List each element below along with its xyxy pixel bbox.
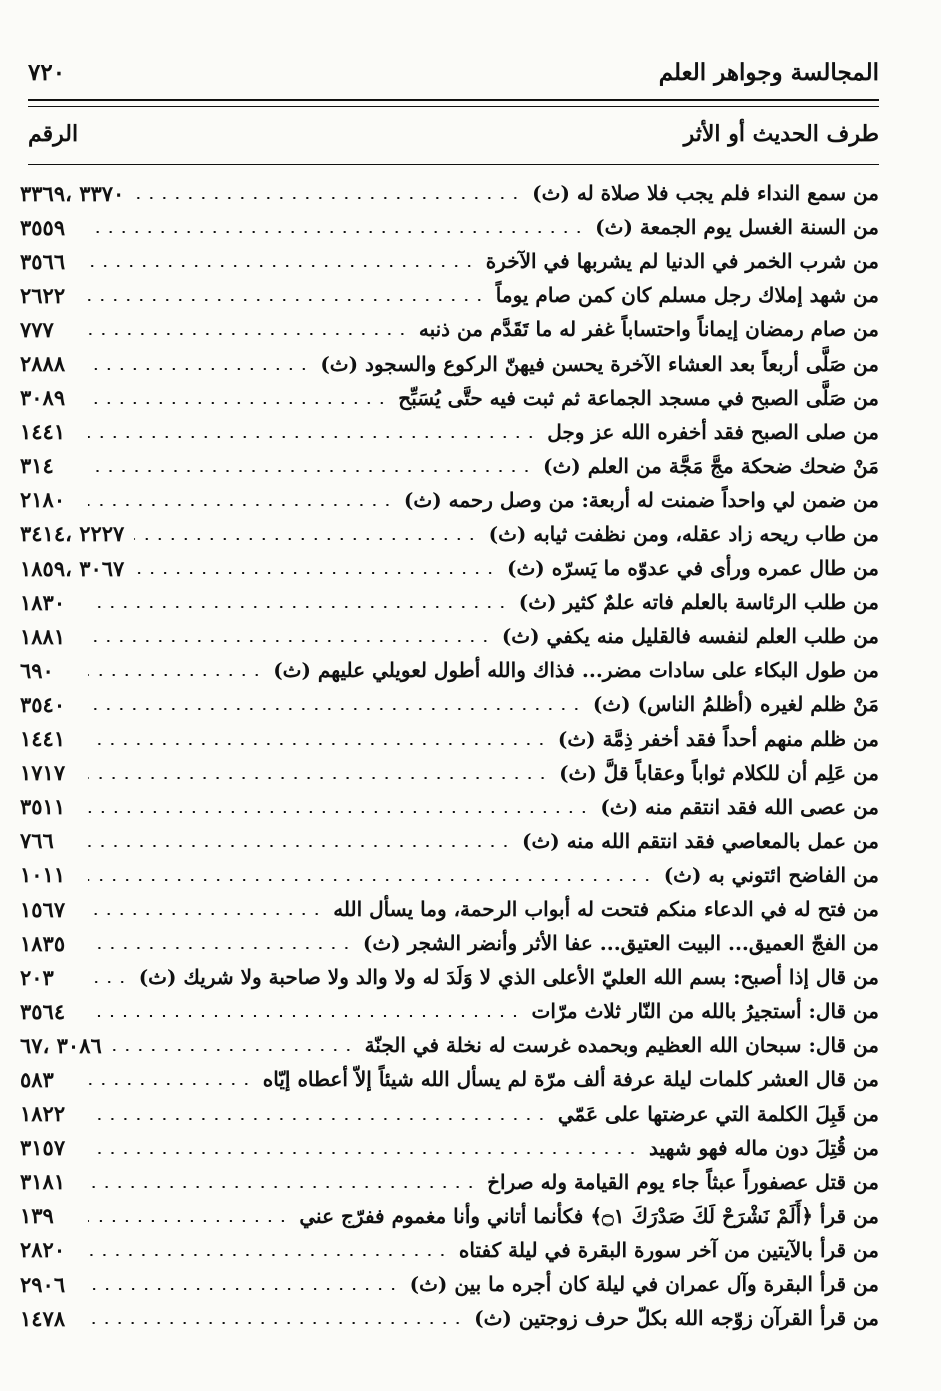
entry-number: ١٨٨١ — [20, 623, 66, 649]
entry-text: من ضمن لي واحداً ضمنت له أربعة: من وصل رحمه (ث) — [403, 487, 879, 512]
leader-dots — [88, 1322, 464, 1324]
columns-rule — [28, 164, 879, 165]
entry-text: من سمع النداء فلم يجب فلا صلاة له (ث) — [532, 181, 879, 206]
leader-dots — [88, 402, 388, 404]
entry-text: من صلى الصبح فقد أخفره الله عز وجل — [547, 419, 879, 444]
entry-number: ١٨٢٢ — [20, 1101, 66, 1127]
entry-number: ٣٥٦٤ — [20, 998, 66, 1024]
index-entry — [20, 756, 879, 790]
entry-number: ١٥٦٧ — [20, 896, 66, 922]
leader-dots — [88, 743, 548, 745]
leader-dots — [88, 1118, 548, 1120]
leader-dots — [134, 572, 497, 574]
index-entry — [20, 858, 879, 892]
index-entry — [20, 585, 879, 619]
entry-number: ٥٨٣ — [20, 1066, 54, 1092]
index-entry — [20, 210, 879, 244]
index-entry — [20, 278, 879, 312]
leader-dots — [88, 845, 512, 847]
entry-number: ٢٢٢٧ ،٣٤١٤ — [20, 521, 125, 547]
index-entry — [20, 1131, 879, 1165]
leader-dots — [134, 197, 522, 199]
entry-number: ٧٦٦ — [20, 828, 54, 854]
leader-dots — [88, 640, 492, 642]
index-entry — [20, 824, 879, 858]
leader-dots — [88, 981, 129, 983]
index-entry — [20, 551, 879, 585]
leader-dots — [88, 368, 310, 370]
leader-dots — [88, 1152, 639, 1154]
entry-number: ٢٩٠٦ — [20, 1271, 66, 1297]
index-entry — [20, 994, 879, 1028]
entry-text: مَنْ ظلم لغيره (أظلمُ الناس) (ث) — [592, 692, 879, 717]
entry-text: من قرأ ﴿أَلَمْ نَشْرَحْ لَكَ صَدْرَكَ ۝١﴾ فكأنما أتاني وأنا مغموم ففرّج عني — [299, 1203, 879, 1228]
entry-text: من فتح له في الدعاء منكم فتحت له أبواب الرحمة، وما يسأل الله — [333, 897, 879, 922]
leader-dots — [88, 1083, 253, 1085]
leader-dots — [88, 265, 476, 267]
page-header — [28, 52, 879, 92]
index-entry — [20, 1199, 879, 1233]
entry-number: ٣٠٨٦ ،٦٧ — [20, 1032, 102, 1058]
entry-number: ٦٩٠ — [20, 657, 54, 683]
entry-text: من صام رمضان إيماناً واحتساباً غفر له ما تَقَدَّم من ذنبه — [418, 317, 879, 342]
entry-text: من قَبِلَ الكلمة التي عرضتها على عَمّي — [557, 1101, 879, 1126]
entry-number: ٧٧٧ — [20, 316, 54, 342]
leader-dots — [88, 299, 486, 301]
index-entry — [20, 619, 879, 653]
entry-text: من قال: أستجيرُ بالله من النّار ثلاث مرّات — [531, 999, 879, 1024]
entry-text: من طلب الرئاسة بالعلم فاته علمٌ كثير (ث) — [518, 590, 879, 615]
index-entry — [20, 1233, 879, 1267]
index-entry — [20, 722, 879, 756]
entry-number: ٣٠٨٩ — [20, 385, 66, 411]
leader-dots — [88, 674, 263, 676]
leader-dots — [112, 1049, 355, 1051]
index-entry — [20, 926, 879, 960]
header-rule — [28, 99, 879, 101]
book-title: المجالسة وجواهر العلم — [658, 58, 879, 86]
entry-text: من طول البكاء على سادات مضر... فذاك والله أطول لعويلي عليهم (ث) — [273, 658, 879, 683]
entry-number: ١٤٤١ — [20, 726, 66, 752]
leader-dots — [88, 470, 533, 472]
index-entry — [20, 312, 879, 346]
entry-number: ٣٥٥٩ — [20, 214, 66, 240]
entry-text: من شرب الخمر في الدنيا لم يشربها في الآخرة — [485, 249, 879, 274]
entry-text: من السنة الغسل يوم الجمعة (ث) — [595, 215, 879, 240]
entry-number: ١٤٧٨ — [20, 1305, 66, 1331]
leader-dots — [88, 1254, 449, 1256]
index-entry — [20, 1267, 879, 1301]
entry-text: من قال العشر كلمات ليلة عرفة ألف مرّة لم يسأل الله شيئاً إلاّ أعطاه إيّاه — [262, 1067, 879, 1092]
entry-number: ١٤٤١ — [20, 419, 66, 445]
entry-number: ٣٣٧٠ ،٣٣٦٩ — [20, 180, 125, 206]
entry-number: ١٨٣٠ — [20, 589, 66, 615]
entry-text: من طاب ريحه زاد عقله، ومن نظفت ثيابه (ث) — [488, 521, 879, 546]
column-header-hadith: طرف الحديث أو الأثر — [683, 121, 879, 147]
leader-dots — [88, 1015, 521, 1017]
entry-text: من قتل عصفوراً عبثاً جاء يوم القيامة وله صراخ — [487, 1169, 879, 1194]
entry-number: ١٨٣٥ — [20, 930, 66, 956]
entry-number: ٣١٨١ — [20, 1169, 66, 1195]
header-rule-thin — [28, 106, 879, 107]
leader-dots — [88, 1220, 289, 1222]
entry-number: ٢٠٣ — [20, 964, 54, 990]
entry-text: من طال عمره ورأى في عدوّه ما يَسرّه (ث) — [506, 556, 879, 581]
leader-dots — [88, 777, 549, 779]
entry-number: ١٣٩ — [20, 1203, 54, 1229]
entry-number: ١٠١١ — [20, 862, 66, 888]
entry-text: من عمل بالمعاصي فقد انتقم الله منه (ث) — [521, 828, 879, 853]
entry-number: ٣٠٦٧ ،١٨٥٩ — [20, 555, 125, 581]
entry-text: من طلب العلم لنفسه فالقليل منه يكفي (ث) — [501, 624, 879, 649]
entry-text: من قُتِلَ دون ماله فهو شهيد — [649, 1135, 879, 1160]
index-entry — [20, 1097, 879, 1131]
index-entry — [20, 346, 879, 380]
entry-number: ٢٦٢٢ — [20, 282, 66, 308]
page-number: ٧٢٠ — [28, 58, 66, 86]
entry-text: من شهد إملاك رجل مسلم كان كمن صام يوماً — [495, 283, 879, 308]
entry-text: من الفاضح ائتوني به (ث) — [663, 862, 879, 887]
entry-text: من قرأ البقرة وآل عمران في ليلة كان أجره ما بين (ث) — [409, 1272, 879, 1297]
entry-number: ٢٨٨٨ — [20, 351, 66, 377]
column-headers — [28, 112, 879, 156]
leader-dots — [88, 504, 394, 506]
index-entry — [20, 1028, 879, 1062]
leader-dots — [88, 879, 654, 881]
index-entry — [20, 653, 879, 687]
index-entry — [20, 381, 879, 415]
leader-dots — [88, 333, 409, 335]
index-entries — [20, 176, 879, 1335]
index-entry — [20, 960, 879, 994]
index-entry — [20, 176, 879, 210]
index-entry — [20, 892, 879, 926]
index-entry — [20, 1165, 879, 1199]
entry-text: من قرأ القرآن زوّجه الله بكلّ حرف زوجتين (ث) — [474, 1306, 879, 1331]
index-entry — [20, 483, 879, 517]
leader-dots — [88, 1186, 477, 1188]
leader-dots — [88, 436, 537, 438]
entry-number: ٢٨٢٠ — [20, 1237, 66, 1263]
entry-text: من صَلَّى أربعاً بعد العشاء الآخرة يحسن فيهنّ الركوع والسجود (ث) — [320, 351, 879, 376]
leader-dots — [88, 231, 585, 233]
entry-number: ٣١٥٧ — [20, 1135, 66, 1161]
entry-number: ٣١٤ — [20, 453, 54, 479]
leader-dots — [88, 913, 323, 915]
leader-dots — [88, 606, 509, 608]
entry-text: من قرأ بالآيتين من آخر سورة البقرة في ليلة كفتاه — [458, 1237, 879, 1262]
entry-text: من عَلِم أن للكلام ثواباً وعقاباً قلَّ (ث) — [559, 760, 879, 785]
entry-number: ٢١٨٠ — [20, 487, 66, 513]
leader-dots — [88, 1288, 400, 1290]
entry-text: من الفجّ العميق... البيت العتيق... عفا الأثر وأنضر الشجر (ث) — [362, 931, 879, 956]
leader-dots — [88, 708, 583, 710]
leader-dots — [88, 947, 353, 949]
column-header-number: الرقم — [28, 121, 79, 147]
index-entry — [20, 244, 879, 278]
index-entry — [20, 517, 879, 551]
entry-text: من عصى الله فقد انتقم منه (ث) — [600, 794, 879, 819]
index-entry — [20, 790, 879, 824]
index-entry — [20, 449, 879, 483]
index-entry — [20, 1062, 879, 1096]
entry-text: من ظلم منهم أحداً فقد أخفر ذِمَّة (ث) — [557, 726, 879, 751]
leader-dots — [134, 538, 478, 540]
entry-number: ٣٥٦٦ — [20, 248, 66, 274]
entry-number: ٣٥١١ — [20, 794, 66, 820]
entry-text: من صَلَّى الصبح في مسجد الجماعة ثم ثبت فيه حتَّى يُسَبِّح — [398, 385, 879, 410]
entry-number: ١٧١٧ — [20, 760, 66, 786]
entry-number: ٣٥٤٠ — [20, 691, 66, 717]
index-entry — [20, 687, 879, 721]
index-entry — [20, 1301, 879, 1335]
leader-dots — [88, 811, 590, 813]
entry-text: من قال: سبحان الله العظيم وبحمده غرست له نخلة في الجنّة — [364, 1033, 879, 1058]
entry-text: مَنْ ضحك ضحكة مجَّ مَجَّة من العلم (ث) — [543, 453, 879, 478]
index-entry — [20, 415, 879, 449]
entry-text: من قال إذا أصبح: بسم الله العليّ الأعلى الذي لا وَلَدَ له ولا والد ولا صاحبة ولا شريك (ث) — [138, 965, 879, 990]
